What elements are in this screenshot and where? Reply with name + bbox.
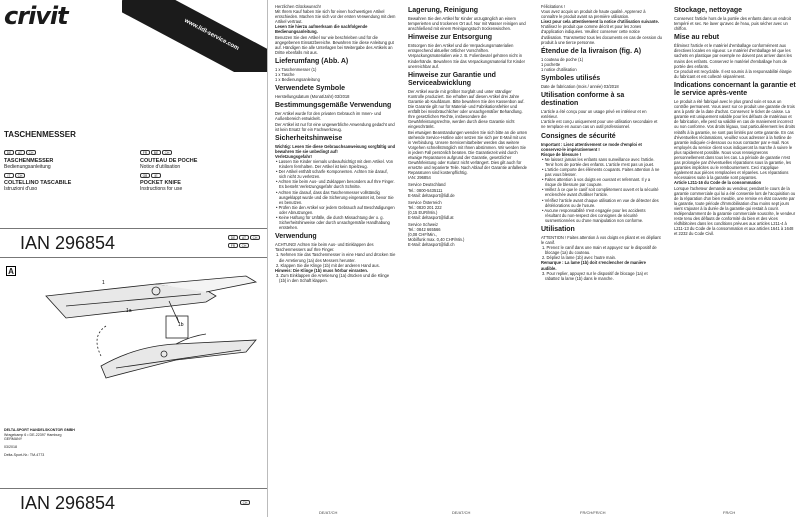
paragraph: Service Österreich (408, 199, 442, 205)
section-heading: Verwendete Symbole (275, 85, 346, 93)
paragraph: (0,08 CHF/Min., (408, 232, 437, 238)
section-heading: Hinweise zur Garantie und Serviceabwicklung (408, 71, 496, 87)
title-en: POCKET KNIFE (140, 180, 181, 186)
paragraph: E-Mail: deltasport@lidl.de (408, 192, 455, 198)
paragraph: • Achten Sie darauf, dass das Taschenmesser vollständig ausgeklappt wurde und die Sicherung eingerastet ist, bevor Sie es benutzen. (276, 189, 394, 205)
right-titles (140, 158, 260, 192)
company-address: Wragekamp 6 • DE-22397 Hamburg (4, 432, 62, 437)
paragraph: Herstellungsdatum (Monat/Jahr) 03/2018 (275, 94, 350, 100)
section-heading: Lagerung, Reinigung (408, 7, 478, 14)
paragraph: Tel.: 0842 665566 (408, 227, 441, 233)
section-heading: Utilisation (541, 226, 575, 233)
paragraph: Herzlichen Glückwunsch! (275, 4, 321, 9)
paragraph: Indépendamment de la garantie commerciale souscrite, le vendeur reste tenu des défauts de conformité du bien et des vices rédhibitoires dans les conditions prévues aux articles L211-4 à L211-13 du Code de la consommation et aux articles 1641 à 1648 et 2232 du Code Civil. (674, 211, 796, 237)
paragraph: • Aucune responsabilité n'est engagée pour les accidents résultant du non-respect des consignes de sécurité susmentionnées ou d'une manipulation non conforme. (542, 207, 646, 223)
subtitle-fr: Notice d'utilisation (140, 164, 181, 170)
lang-badge-gb: GB IE (140, 173, 260, 178)
paragraph: • Faites attention à vos doigts en ouvrant et refermant. Il y a risque de blessure par coupure. (542, 177, 651, 188)
figure-label: A (6, 266, 16, 276)
lang-badge-it: IT CH (4, 173, 124, 178)
paragraph: 1. Prenez le canif dans une main et appuyez sur le dispositif de blocage (1a) du couteau. (542, 245, 657, 256)
ian-number-bottom: IAN 296854 (20, 493, 116, 513)
ian-lang-b: FR CH (228, 243, 249, 248)
paragraph: Éliminez l'article et le matériel d'emballage conformément aux directives locales en vigueur. Le matériel d'emballage tel que les sachets en plastique par exemple ne doivent pas arriver dans les mains des enfants. Conservez le matériel d'emballage hors de portée des enfants. (674, 43, 792, 69)
paragraph: • Vérifiez l'article avant chaque utilisation en vue de détecter des détériorations ou de l'usure. (542, 197, 659, 208)
paragraph: Risque de blessure ! (541, 151, 582, 157)
paragraph: Ce produit est recyclable. Il est soumis à la responsabilité élargie du fabricant et est collecté séparément. (674, 68, 792, 79)
title-de: TASCHENMESSER (4, 158, 54, 164)
paragraph: Entsorgen Sie den Artikel und die Verpackungsmaterialien entsprechend aktueller örtlicher Vorschriften. Verpackungsmaterialien wie z. B. Folienbeutel gehören nicht in Kinderhände. Bewahren Sie das Verpackungsmaterial für Kinder unerreichbar auf. (408, 43, 525, 69)
paragraph: Tel.: 0800-5435111 (408, 187, 443, 193)
footer-col5: FR/CH (723, 510, 736, 515)
paragraph: Conservez l'article hors de la portée des enfants dans un endroit tempéré et sec. Ne laver qu'avec de l'eau, puis sécher avec un chiffon. (674, 16, 791, 32)
left-titles (4, 158, 124, 192)
section-heading: Étendue de la livraison (fig. A) (541, 47, 642, 55)
title-fr: COUTEAU DE POCHE (140, 158, 198, 164)
paragraph: • Ne laissez jamais les enfants sans surveillance avec l'article. Tenir hors de portée des enfants. L'article n'est pas un jouet. (542, 156, 655, 167)
lang-badge: FR (140, 150, 150, 155)
paragraph: E-Mail: deltasport@lidl.at (408, 215, 454, 220)
section-heading: Lieferumfang (Abb. A) (275, 57, 349, 65)
section-heading: Indications concernant la garantie et le service après-vente (674, 81, 796, 97)
column-de-1 (269, 0, 402, 517)
paragraph: Der Artikel wurde mit größter Sorgfalt und unter ständiger Kontrolle produziert. Sie erhalten auf diesen Artikel drei Jahre Garantie ab Kaufdatum. Bitte bewahren Sie den Kassenbon auf. Die Garantie gilt nur für Material- und Fabrikationsfehler und entfällt bei missbräuchlicher oder unsachgemäßer Behandlung. Ihre gesetzlichen Rechte, insbesondere die Gewährleistungsrechte, werden durch diese Garantie nicht eingeschränkt. (408, 88, 525, 130)
paragraph: • Keine Haftung für Unfälle, die durch Missachtung der o. g. Sicherheitshinweise oder durch unsachgemäße Handhabung entstehen. (276, 215, 390, 231)
paragraph: 2. Dépliez la lame (1b) avec l'autre main. (542, 255, 617, 261)
paragraph: Mobilfunk max. 0,40 CHF/Min.) (408, 237, 465, 243)
paragraph: Wichtig: Lesen Sie diese Gebrauchsanweisung sorgfältig und bewahren Sie sie unbedingt auf! (275, 143, 396, 154)
column-de-2 (402, 0, 535, 517)
paragraph: • Der Artikel enthält scharfe Komponenten. Achten Sie darauf, sich nicht zu verletzen. (276, 169, 388, 180)
lang-badge: AT (15, 150, 25, 155)
paragraph: Hinweis: Die Klinge (1b) muss hörbar einrasten. (275, 267, 369, 273)
service-url: www.lidl-service.com (183, 18, 240, 52)
paragraph: Tel.: 0820 201 222 (408, 204, 442, 210)
svg-text:1: 1 (102, 280, 105, 286)
section-heading: Mise au rebut (674, 34, 720, 42)
paragraph: ATTENTION ! Faites attention à vos doigts en pliant et en dépliant le canif. (541, 235, 661, 246)
ian-number: IAN 296854 (20, 233, 116, 253)
column-fr-1 (535, 0, 668, 517)
date-code: 03/2018 (4, 444, 17, 449)
company-name: DELTA-SPORT HANDELSKONTOR GMBH (4, 428, 75, 432)
ian-box-bottom (0, 488, 268, 517)
paragraph: Service Schweiz (408, 222, 439, 228)
paragraph: 3. Zum Einklappen die Arretierung (1a) drücken und die Klinge (1b) in den Schaft klappen. (276, 272, 390, 283)
section-heading: Bestimmungsgemäße Verwendung (275, 102, 392, 110)
svg-text:1b: 1b (178, 322, 184, 328)
section-heading: Hinweise zur Entsorgung (408, 34, 493, 42)
paragraph: Verletzungsgefahr! (275, 153, 312, 159)
paragraph: • Veillez à ce que le canif soit complètement ouvert et la sécurité enclenchée avant d'utiliser l'article. (542, 187, 659, 198)
lang-badge: DE (4, 150, 14, 155)
cover-panel (0, 0, 268, 517)
paragraph: • Lassen Sie Kinder niemals unbeaufsichtigt mit dem Artikel. Von Kindern fernhalten. Der Artikel ist kein Spielzeug. (276, 158, 394, 170)
knife-figure (6, 266, 264, 406)
paragraph: 1. Nehmen Sie das Taschenmesser in eine Hand und drücken Sie die Arretierung (1a) des Messers herunter. (276, 252, 396, 263)
paragraph: IAN: 296854 (408, 175, 431, 181)
paragraph: Bewahren Sie den Artikel für Kinder unzugänglich an einem temperierten und trockenen Ort auf. Nur mit Wasser reinigen und anschließend mit einem Reinigungstuch trockenwischen. (408, 16, 526, 32)
subtitle-en: Instructions for use (140, 186, 183, 192)
subtitle-de: Bedienungsanleitung (4, 164, 51, 170)
footer-col3: DE/AT/CH (452, 510, 471, 515)
paragraph: 3. Pour replier, appuyez sur le dispositif de blocage (1a) et rabattez la lame (1b) dans le manche. (542, 270, 648, 281)
paragraph: 1 x Bedienungsanleitung (275, 77, 320, 83)
section-heading: Utilisation conforme à sa destination (541, 92, 625, 108)
paragraph: • Achten Sie beim Aus- und Zuklappen besonders auf Ihre Finger. Es besteht Verletzungsgefahr durch Schnitte. (276, 179, 395, 190)
ian-box (0, 228, 268, 258)
paragraph: Important : Lisez attentivement ce mode d'emploi et conservez-le impérativement ! (541, 141, 642, 152)
section-heading: Consignes de sécurité (541, 132, 616, 140)
paragraph: Bei etwaigen Beanstandungen wenden Sie sich bitte an die unten stehende Service-Hotline oder setzen Sie sich per E-Mail mit uns in Verbindung. Unsere Servicemitarbeiter werden das weitere Vorgehen schnellstmöglich mit Ihnen abstimmen. Wir werden Sie in jedem Fall persönlich beraten. Die Garantiezeit wird durch etwaige Reparaturen aufgrund der Garantie, gesetzlicher Gewährleistung oder Kulanz nicht verlängert. Dies gilt auch für ersetzte und reparierte Teile. Nach Ablauf der Garantie anfallende Reparaturen sind kostenpflichtig. (408, 129, 528, 176)
title-it: COLTELLINO TASCABILE (4, 180, 72, 186)
lang-badge: CH (162, 150, 172, 155)
paragraph: L'article est conçu uniquement pour une utilisation secondaire et ne remplace en aucun cas un outil professionnel. (541, 119, 658, 130)
paragraph: 1 pochette (541, 61, 561, 67)
cover-title: TASCHENMESSER (4, 130, 76, 139)
paragraph: Le produit a été fabriqué avec le plus grand soin et sous un contrôle permanent. Vous avez sur ce produit une garantie de trois ans à partir de la date d'achat. Conservez le ticket de caisse. La garantie est uniquement valable pour les défauts de matériaux et de fabrication, elle perd sa validité en cas de maniement incorrect ou non conforme. Vos droits légaux, tout particulièrement les droits relatifs à la garantie, ne sont pas limités par cette garantie. En cas d'éventuelles réclamations, veuillez vous adresser à la hotline de garantie indiquée ci-dessous ou nous contacter par e-mail. Nos employés du service client vous indiqueront la marche à suivre le plus rapidement possible. Nous vous renseignerons personnellement dans tous les cas. La période de garantie n'est pas prolongée par d'éventuelles réparations sous la garantie, les garanties implicites ou le remboursement. Ceci s'applique également aux pièces remplacées et réparées. Les réparations nécessaires suite à la garantie sont payantes. (674, 98, 796, 181)
section-heading: Symboles utilisés (541, 75, 601, 83)
paragraph: 1 x Taschenmesser (1) (275, 66, 317, 72)
footer-col4: FR/CH/FR/CH (580, 510, 606, 515)
url-band (122, 0, 268, 72)
paragraph: Remarque : La lame (1b) doit s'enclencher de manière audible. (541, 260, 646, 271)
paragraph: Benutzen Sie den Artikel nur wie beschrieben und für die angegebenen Einsatzbereiche. Bewahren Sie diese Anleitung gut auf. Händigen Sie alle Unterlagen bei Weitergabe des Artikels an Dritte ebenfalls mit aus. (275, 34, 394, 55)
paragraph: (0,15 EUR/Min.) (408, 209, 438, 215)
paragraph: Lesen Sie hierzu aufmerksam die nachfolgende Bedienungsanleitung. (275, 24, 368, 35)
brand-logo: crivit (4, 2, 68, 30)
paragraph: E-Mail: deltasport@lidl.ch (408, 242, 455, 248)
paragraph: Der Artikel wurde für den privaten Gebrauch im Innen- und Außenbereich entwickelt. (275, 111, 382, 122)
paragraph: • L'article comporte des éléments coupants. Faites attention à ne pas vous blesser. (542, 166, 660, 178)
lang-badges-1 (4, 150, 36, 155)
company-country: GERMANY (4, 437, 23, 442)
paragraph: Lisez pour cela attentivement la notice d'utilisation suivante. (541, 19, 659, 25)
paragraph: L'article a été conçu pour un usage privé en intérieur et en extérieur. (541, 109, 647, 120)
company-info (4, 428, 75, 458)
section-heading: Verwendung (275, 233, 317, 241)
paragraph: Article L211-16 du Code de la consommation (674, 180, 762, 186)
paragraph: ACHTUNG! Achten Sie beim Aus- und Einklappen des Taschenmessers auf Ihre Finger. (275, 242, 374, 253)
ian-lang-a: DE AT CH (228, 235, 260, 240)
paragraph: 1 notice d'utilisation (541, 66, 577, 72)
lang-badge: CH (26, 150, 36, 155)
paragraph: Vous avez acquis un produit de haute qualité. Apprenez à connaître le produit avant sa première utilisation. (541, 9, 646, 20)
footer-col2: DE/AT/CH (319, 510, 338, 515)
paragraph: 1 x Tasche (275, 72, 295, 78)
paragraph: Lorsque l'acheteur demande au vendeur, pendant le cours de la garantie commerciale qui lui a été consentie lors de l'acquisition ou de la réparation d'un bien meuble, une remise en état couverte par la garantie, toute période d'immobilisation d'au moins sept jours vient s'ajouter à la durée de la garantie qui restait à courir. (674, 185, 796, 211)
svg-text:1a: 1a (126, 308, 132, 314)
paragraph: 1 couteau de poche (1) (541, 56, 584, 62)
paragraph: Félicitations ! (541, 4, 565, 9)
subtitle-it: Istruzioni d'uso (4, 186, 38, 192)
paragraph: • Prüfen Sie den Artikel vor jedem Gebrauch auf Beschädigungen oder Abnutzungen. (276, 204, 395, 215)
section-heading: Stockage, nettoyage (674, 7, 743, 14)
ian-lang-bottom: CH (240, 500, 250, 505)
paragraph: Date de fabrication (mois / année) 03/2018 (541, 84, 619, 90)
column-fr-2 (668, 0, 802, 517)
paragraph: N'utilisez le produit que comme décrit et pour les zones d'application indiquées. Veuillez conserver cette notice d'utilisation. Transmettez tous les documents en cas de cession du produit à une tierce personne. (541, 24, 662, 45)
delta-id: Delta-Sport-Nr.: TM-4773 (4, 453, 45, 458)
lang-badge: BE (151, 150, 161, 155)
paragraph: Service Deutschland (408, 182, 446, 188)
paragraph: Der Artikel ist nur für eine ungewerbliche Anwendung gedacht und ist kein Ersatz für ein Fachwerkzeug. (275, 121, 395, 132)
lang-badges-2 (140, 150, 172, 155)
knife-illustration (6, 266, 264, 406)
paragraph: 2. Klappen Sie die Klinge (1b) mit der anderen Hand aus. (276, 262, 380, 268)
section-heading: Sicherheitshinweise (275, 134, 343, 142)
paragraph: Mit Ihrem Kauf haben Sie sich für einen hochwertigen Artikel entschieden. Machen Sie sich vor der ersten Verwendung mit dem Artikel vertraut. (275, 9, 396, 25)
